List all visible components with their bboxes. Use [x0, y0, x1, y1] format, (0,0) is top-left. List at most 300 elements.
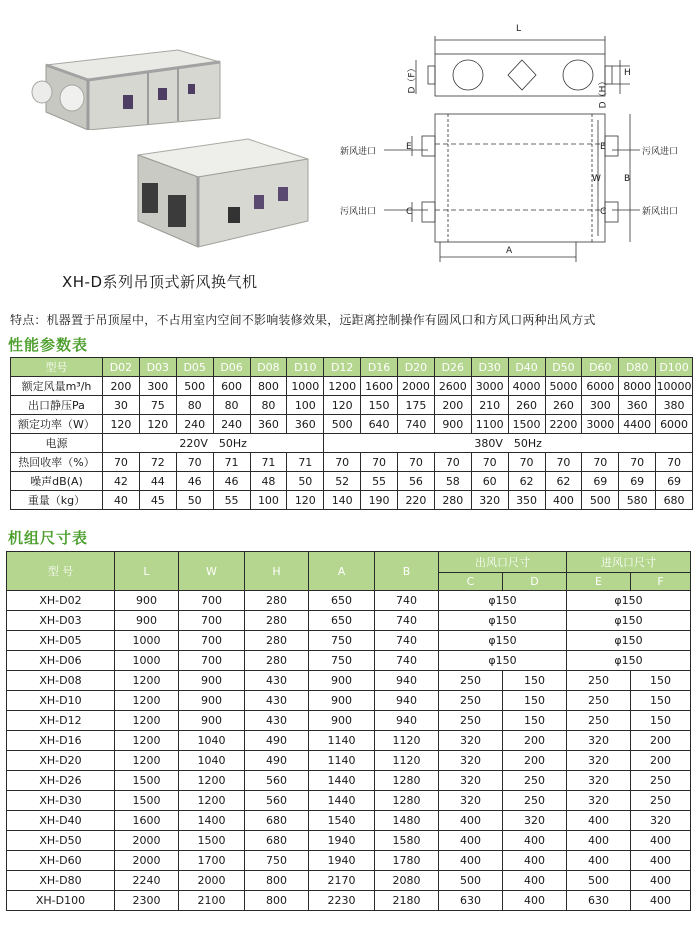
inlet-size-header: 进风口尺寸 — [567, 552, 691, 573]
parameter-value: 100 — [250, 491, 287, 510]
label-exhaust-air-inlet: 污风进口 — [642, 147, 679, 157]
dimensions-header-row — [7, 552, 691, 573]
dim-cell-l: 1500 — [115, 791, 179, 811]
dim-cell-h: 490 — [245, 731, 309, 751]
dim-cell-b: 1780 — [375, 851, 439, 871]
model-cell: XH-D100 — [7, 891, 115, 911]
inlet-diameter-cell: φ150 — [567, 591, 691, 611]
parameter-value: 150 — [361, 396, 398, 415]
dim-cell-h: 560 — [245, 791, 309, 811]
dim-cell-e: 400 — [567, 851, 631, 871]
dim-cell-h: 280 — [245, 651, 309, 671]
dimensions-row — [7, 851, 691, 871]
parameter-value: 740 — [398, 415, 435, 434]
dim-cell-a: 900 — [309, 671, 375, 691]
dim-label-d-f: D（F） — [407, 63, 418, 94]
dim-cell-d: 250 — [503, 791, 567, 811]
parameter-label: 额定风量m³/h — [11, 377, 103, 396]
dim-cell-h: 280 — [245, 631, 309, 651]
parameter-value: 70 — [434, 453, 471, 472]
power-supply-row — [11, 434, 693, 453]
dim-cell-b: 740 — [375, 651, 439, 671]
dim-cell-e: 320 — [567, 771, 631, 791]
performance-row — [11, 453, 693, 472]
dim-cell-l: 900 — [115, 611, 179, 631]
dim-cell-f: 400 — [631, 871, 691, 891]
dim-cell-e: 250 — [567, 671, 631, 691]
dim-cell-l: 2300 — [115, 891, 179, 911]
parameter-value: 240 — [176, 415, 213, 434]
dim-cell-a: 2230 — [309, 891, 375, 911]
dim-cell-b: 740 — [375, 611, 439, 631]
parameter-value: 56 — [398, 472, 435, 491]
dim-cell-d: 150 — [503, 671, 567, 691]
parameter-value: 680 — [656, 491, 693, 510]
dim-cell-w: 1040 — [179, 731, 245, 751]
dim-cell-w: 900 — [179, 711, 245, 731]
model-cell: D40 — [508, 358, 545, 377]
ventilator-photo-1 — [28, 40, 228, 130]
dim-cell-l: 2240 — [115, 871, 179, 891]
dim-cell-e: 630 — [567, 891, 631, 911]
dim-cell-e: 320 — [567, 751, 631, 771]
dim-label-l: L — [516, 24, 522, 34]
parameter-value: 72 — [139, 453, 176, 472]
dim-cell-c: 320 — [439, 791, 503, 811]
dim-cell-h: 800 — [245, 891, 309, 911]
dim-cell-l: 1200 — [115, 751, 179, 771]
dim-cell-l: 1500 — [115, 771, 179, 791]
parameter-value: 120 — [103, 415, 140, 434]
dim-cell-f: 150 — [631, 671, 691, 691]
dim-cell-d: 250 — [503, 771, 567, 791]
dim-cell-w: 900 — [179, 671, 245, 691]
dim-cell-h: 280 — [245, 611, 309, 631]
ventilator-photo-2 — [128, 135, 313, 250]
model-cell: D08 — [250, 358, 287, 377]
dimensions-row — [7, 711, 691, 731]
dim-cell-b: 1580 — [375, 831, 439, 851]
parameter-value: 3000 — [471, 377, 508, 396]
parameter-value: 175 — [398, 396, 435, 415]
model-cell: D100 — [656, 358, 693, 377]
dim-cell-h: 430 — [245, 711, 309, 731]
dim-cell-f: 150 — [631, 691, 691, 711]
parameter-value: 48 — [250, 472, 287, 491]
dimensions-row — [7, 651, 691, 671]
model-cell: XH-D26 — [7, 771, 115, 791]
dim-cell-c: 400 — [439, 831, 503, 851]
parameter-label: 额定功率（W） — [11, 415, 103, 434]
parameter-value: 70 — [545, 453, 582, 472]
dim-cell-a: 900 — [309, 691, 375, 711]
outlet-size-header: 出风口尺寸 — [439, 552, 567, 573]
parameter-value: 240 — [213, 415, 250, 434]
model-cell: XH-D80 — [7, 871, 115, 891]
dim-cell-a: 750 — [309, 631, 375, 651]
model-cell: XH-D20 — [7, 751, 115, 771]
dim-cell-l: 1000 — [115, 651, 179, 671]
dim-cell-c: 250 — [439, 711, 503, 731]
inlet-diameter-cell: φ150 — [567, 631, 691, 651]
parameter-value: 280 — [434, 491, 471, 510]
model-cell: D60 — [582, 358, 619, 377]
parameter-value: 300 — [139, 377, 176, 396]
model-cell: D10 — [287, 358, 324, 377]
dim-header-c: C — [439, 573, 503, 591]
dim-cell-f: 400 — [631, 831, 691, 851]
dimensions-row — [7, 791, 691, 811]
dim-header-d: D — [503, 573, 567, 591]
parameter-value: 260 — [508, 396, 545, 415]
model-cell: XH-D16 — [7, 731, 115, 751]
dim-label-b: B — [624, 174, 631, 184]
dim-cell-d: 150 — [503, 691, 567, 711]
performance-row — [11, 377, 693, 396]
dim-cell-e: 400 — [567, 831, 631, 851]
parameter-value: 75 — [139, 396, 176, 415]
performance-row — [11, 491, 693, 510]
dim-header-e: E — [567, 573, 631, 591]
dim-cell-c: 320 — [439, 751, 503, 771]
dim-cell-h: 680 — [245, 811, 309, 831]
parameter-value: 1500 — [508, 415, 545, 434]
dim-cell-c: 400 — [439, 811, 503, 831]
dim-cell-w: 1400 — [179, 811, 245, 831]
parameter-value: 71 — [250, 453, 287, 472]
dim-cell-w: 1500 — [179, 831, 245, 851]
parameter-value: 5000 — [545, 377, 582, 396]
dim-cell-w: 1200 — [179, 791, 245, 811]
parameter-value: 44 — [139, 472, 176, 491]
parameter-value: 46 — [213, 472, 250, 491]
dimensions-row — [7, 831, 691, 851]
dimensions-row — [7, 891, 691, 911]
dim-cell-h: 560 — [245, 771, 309, 791]
parameter-value: 500 — [176, 377, 213, 396]
dim-cell-a: 1440 — [309, 771, 375, 791]
outlet-diameter-cell: φ150 — [439, 591, 567, 611]
dim-cell-f: 200 — [631, 751, 691, 771]
model-cell: XH-D03 — [7, 611, 115, 631]
performance-row — [11, 472, 693, 491]
inlet-diameter-cell: φ150 — [567, 651, 691, 671]
power-supply-single-phase: 220V 50Hz — [103, 434, 324, 453]
performance-row — [11, 396, 693, 415]
parameter-value: 210 — [471, 396, 508, 415]
parameter-value: 350 — [508, 491, 545, 510]
dim-cell-f: 150 — [631, 711, 691, 731]
dim-cell-f: 400 — [631, 851, 691, 871]
dimensions-row — [7, 591, 691, 611]
performance-section-title: 性能参数表 — [8, 336, 89, 354]
model-cell: D02 — [103, 358, 140, 377]
parameter-value: 140 — [324, 491, 361, 510]
dim-cell-f: 400 — [631, 891, 691, 911]
dim-cell-l: 1200 — [115, 711, 179, 731]
model-cell: D06 — [213, 358, 250, 377]
parameter-value: 70 — [619, 453, 656, 472]
parameter-value: 400 — [545, 491, 582, 510]
dim-cell-c: 320 — [439, 771, 503, 791]
dimensions-row — [7, 871, 691, 891]
dim-cell-e: 400 — [567, 811, 631, 831]
dim-cell-l: 1200 — [115, 671, 179, 691]
dim-label-h: H — [624, 68, 631, 78]
dim-cell-c: 250 — [439, 691, 503, 711]
dim-cell-w: 1700 — [179, 851, 245, 871]
dim-cell-c: 250 — [439, 671, 503, 691]
performance-table — [10, 357, 693, 510]
dim-cell-l: 2000 — [115, 851, 179, 871]
dim-header-b: B — [375, 552, 439, 591]
parameter-value: 3000 — [582, 415, 619, 434]
model-cell: D12 — [324, 358, 361, 377]
dim-cell-b: 1120 — [375, 751, 439, 771]
parameter-value: 58 — [434, 472, 471, 491]
model-cell: XH-D60 — [7, 851, 115, 871]
parameter-value: 2600 — [434, 377, 471, 396]
dim-label-c-left: C — [406, 207, 413, 217]
dimensions-row — [7, 671, 691, 691]
dim-cell-b: 940 — [375, 671, 439, 691]
dim-cell-h: 800 — [245, 871, 309, 891]
parameter-value: 120 — [287, 491, 324, 510]
dim-cell-f: 250 — [631, 771, 691, 791]
dim-cell-w: 700 — [179, 651, 245, 671]
dim-label-c-right: C — [600, 207, 607, 217]
parameter-value: 360 — [619, 396, 656, 415]
dim-cell-b: 1280 — [375, 771, 439, 791]
dim-cell-a: 1140 — [309, 751, 375, 771]
dim-cell-w: 900 — [179, 691, 245, 711]
parameter-value: 4400 — [619, 415, 656, 434]
model-cell: D26 — [434, 358, 471, 377]
dim-cell-w: 2000 — [179, 871, 245, 891]
dim-cell-l: 2000 — [115, 831, 179, 851]
parameter-value: 500 — [582, 491, 619, 510]
dim-cell-e: 320 — [567, 791, 631, 811]
dim-label-e-left: E — [406, 142, 412, 152]
dim-cell-b: 740 — [375, 591, 439, 611]
parameter-value: 800 — [250, 377, 287, 396]
dimensions-row — [7, 691, 691, 711]
dim-cell-c: 320 — [439, 731, 503, 751]
dim-cell-w: 1200 — [179, 771, 245, 791]
dim-header-l: L — [115, 552, 179, 591]
dimensions-row — [7, 751, 691, 771]
parameter-value: 200 — [434, 396, 471, 415]
model-cell: XH-D10 — [7, 691, 115, 711]
parameter-value: 69 — [582, 472, 619, 491]
parameter-label: 热回收率（%） — [11, 453, 103, 472]
dimensions-row — [7, 771, 691, 791]
dim-cell-d: 400 — [503, 831, 567, 851]
parameter-value: 80 — [176, 396, 213, 415]
parameter-value: 10000 — [656, 377, 693, 396]
dim-cell-l: 1200 — [115, 691, 179, 711]
dim-label-d-h: D（H） — [598, 76, 609, 109]
parameter-value: 40 — [103, 491, 140, 510]
dim-cell-h: 680 — [245, 831, 309, 851]
parameter-value: 70 — [471, 453, 508, 472]
parameter-label: 出口静压Pa — [11, 396, 103, 415]
dim-label-a: A — [506, 246, 513, 256]
dim-cell-w: 700 — [179, 591, 245, 611]
features-text: 特点：机器置于吊顶屋中，不占用室内空间不影响装修效果，远距离控制操作有圆风口和方风口两种出风方式 — [10, 313, 596, 327]
parameter-value: 71 — [213, 453, 250, 472]
dim-cell-d: 320 — [503, 811, 567, 831]
parameter-value: 1100 — [471, 415, 508, 434]
model-cell: D16 — [361, 358, 398, 377]
model-header-cell: 型号 — [11, 358, 103, 377]
dim-cell-d: 400 — [503, 851, 567, 871]
parameter-value: 6000 — [582, 377, 619, 396]
model-cell: XH-D02 — [7, 591, 115, 611]
parameter-value: 62 — [545, 472, 582, 491]
inlet-diameter-cell: φ150 — [567, 611, 691, 631]
label-fresh-air-outlet: 新风出口 — [642, 207, 679, 217]
dim-cell-b: 740 — [375, 631, 439, 651]
dimensions-row — [7, 811, 691, 831]
parameter-label: 噪声dB(A) — [11, 472, 103, 491]
dim-cell-l: 1200 — [115, 731, 179, 751]
dim-cell-a: 650 — [309, 591, 375, 611]
power-supply-three-phase: 380V 50Hz — [324, 434, 693, 453]
dim-cell-d: 400 — [503, 871, 567, 891]
performance-row — [11, 415, 693, 434]
parameter-label: 电源 — [11, 434, 103, 453]
parameter-value: 69 — [656, 472, 693, 491]
model-cell: D50 — [545, 358, 582, 377]
parameter-value: 70 — [398, 453, 435, 472]
dim-cell-h: 430 — [245, 671, 309, 691]
dim-cell-w: 700 — [179, 631, 245, 651]
parameter-value: 70 — [656, 453, 693, 472]
dim-cell-w: 2100 — [179, 891, 245, 911]
parameter-value: 50 — [176, 491, 213, 510]
parameter-value: 2200 — [545, 415, 582, 434]
dim-cell-a: 1940 — [309, 831, 375, 851]
model-header-cell: 型 号 — [7, 552, 115, 591]
dim-cell-b: 940 — [375, 691, 439, 711]
parameter-value: 380 — [656, 396, 693, 415]
dim-cell-a: 900 — [309, 711, 375, 731]
dim-cell-b: 1480 — [375, 811, 439, 831]
dim-cell-a: 650 — [309, 611, 375, 631]
dim-label-e-right: E — [600, 142, 606, 152]
dim-label-w: W — [592, 174, 601, 184]
parameter-value: 320 — [471, 491, 508, 510]
parameter-value: 70 — [103, 453, 140, 472]
parameter-value: 100 — [287, 396, 324, 415]
parameter-value: 80 — [250, 396, 287, 415]
outlet-diameter-cell: φ150 — [439, 631, 567, 651]
model-cell: XH-D08 — [7, 671, 115, 691]
dim-cell-a: 1540 — [309, 811, 375, 831]
parameter-value: 500 — [324, 415, 361, 434]
dim-cell-w: 1040 — [179, 751, 245, 771]
dim-cell-h: 750 — [245, 851, 309, 871]
parameter-value: 200 — [103, 377, 140, 396]
dim-cell-d: 150 — [503, 711, 567, 731]
dim-cell-b: 2080 — [375, 871, 439, 891]
parameter-value: 55 — [213, 491, 250, 510]
dim-cell-f: 320 — [631, 811, 691, 831]
model-cell: D80 — [619, 358, 656, 377]
dim-cell-b: 1280 — [375, 791, 439, 811]
model-cell: D05 — [176, 358, 213, 377]
model-cell: D30 — [471, 358, 508, 377]
dim-cell-e: 320 — [567, 731, 631, 751]
parameter-value: 600 — [213, 377, 250, 396]
label-exhaust-air-outlet: 污风出口 — [340, 207, 377, 217]
dim-cell-a: 1440 — [309, 791, 375, 811]
parameter-value: 120 — [139, 415, 176, 434]
parameter-value: 640 — [361, 415, 398, 434]
dim-cell-e: 250 — [567, 711, 631, 731]
dim-cell-h: 280 — [245, 591, 309, 611]
outlet-diameter-cell: φ150 — [439, 651, 567, 671]
label-fresh-air-inlet: 新风进口 — [340, 147, 377, 157]
dim-cell-a: 2170 — [309, 871, 375, 891]
outlet-diameter-cell: φ150 — [439, 611, 567, 631]
dim-cell-c: 630 — [439, 891, 503, 911]
parameter-value: 2000 — [398, 377, 435, 396]
dim-cell-b: 940 — [375, 711, 439, 731]
dim-header-h: H — [245, 552, 309, 591]
parameter-value: 1200 — [324, 377, 361, 396]
model-cell: XH-D05 — [7, 631, 115, 651]
dim-cell-a: 1140 — [309, 731, 375, 751]
parameter-value: 70 — [361, 453, 398, 472]
dim-cell-c: 400 — [439, 851, 503, 871]
dimension-drawing — [340, 14, 700, 269]
dim-cell-h: 490 — [245, 751, 309, 771]
dim-cell-h: 430 — [245, 691, 309, 711]
parameter-value: 30 — [103, 396, 140, 415]
model-cell: XH-D50 — [7, 831, 115, 851]
parameter-value: 1000 — [287, 377, 324, 396]
parameter-value: 120 — [324, 396, 361, 415]
parameter-value: 80 — [213, 396, 250, 415]
dim-cell-d: 200 — [503, 731, 567, 751]
parameter-value: 70 — [176, 453, 213, 472]
parameter-value: 300 — [582, 396, 619, 415]
dim-header-w: W — [179, 552, 245, 591]
parameter-value: 70 — [582, 453, 619, 472]
parameter-value: 42 — [103, 472, 140, 491]
parameter-label: 重量（kg） — [11, 491, 103, 510]
dim-cell-d: 200 — [503, 751, 567, 771]
dim-cell-d: 400 — [503, 891, 567, 911]
performance-header-row — [11, 358, 693, 377]
parameter-value: 360 — [287, 415, 324, 434]
dimensions-section-title: 机组尺寸表 — [8, 529, 89, 547]
parameter-value: 220 — [398, 491, 435, 510]
parameter-value: 69 — [619, 472, 656, 491]
dimension-drawing-lines — [340, 14, 700, 269]
dim-cell-a: 1940 — [309, 851, 375, 871]
parameter-value: 70 — [508, 453, 545, 472]
dim-cell-e: 250 — [567, 691, 631, 711]
parameter-value: 46 — [176, 472, 213, 491]
dim-header-a: A — [309, 552, 375, 591]
parameter-value: 1600 — [361, 377, 398, 396]
dim-cell-c: 500 — [439, 871, 503, 891]
product-series-title: XH-D系列吊顶式新风换气机 — [62, 273, 258, 291]
model-cell: XH-D12 — [7, 711, 115, 731]
